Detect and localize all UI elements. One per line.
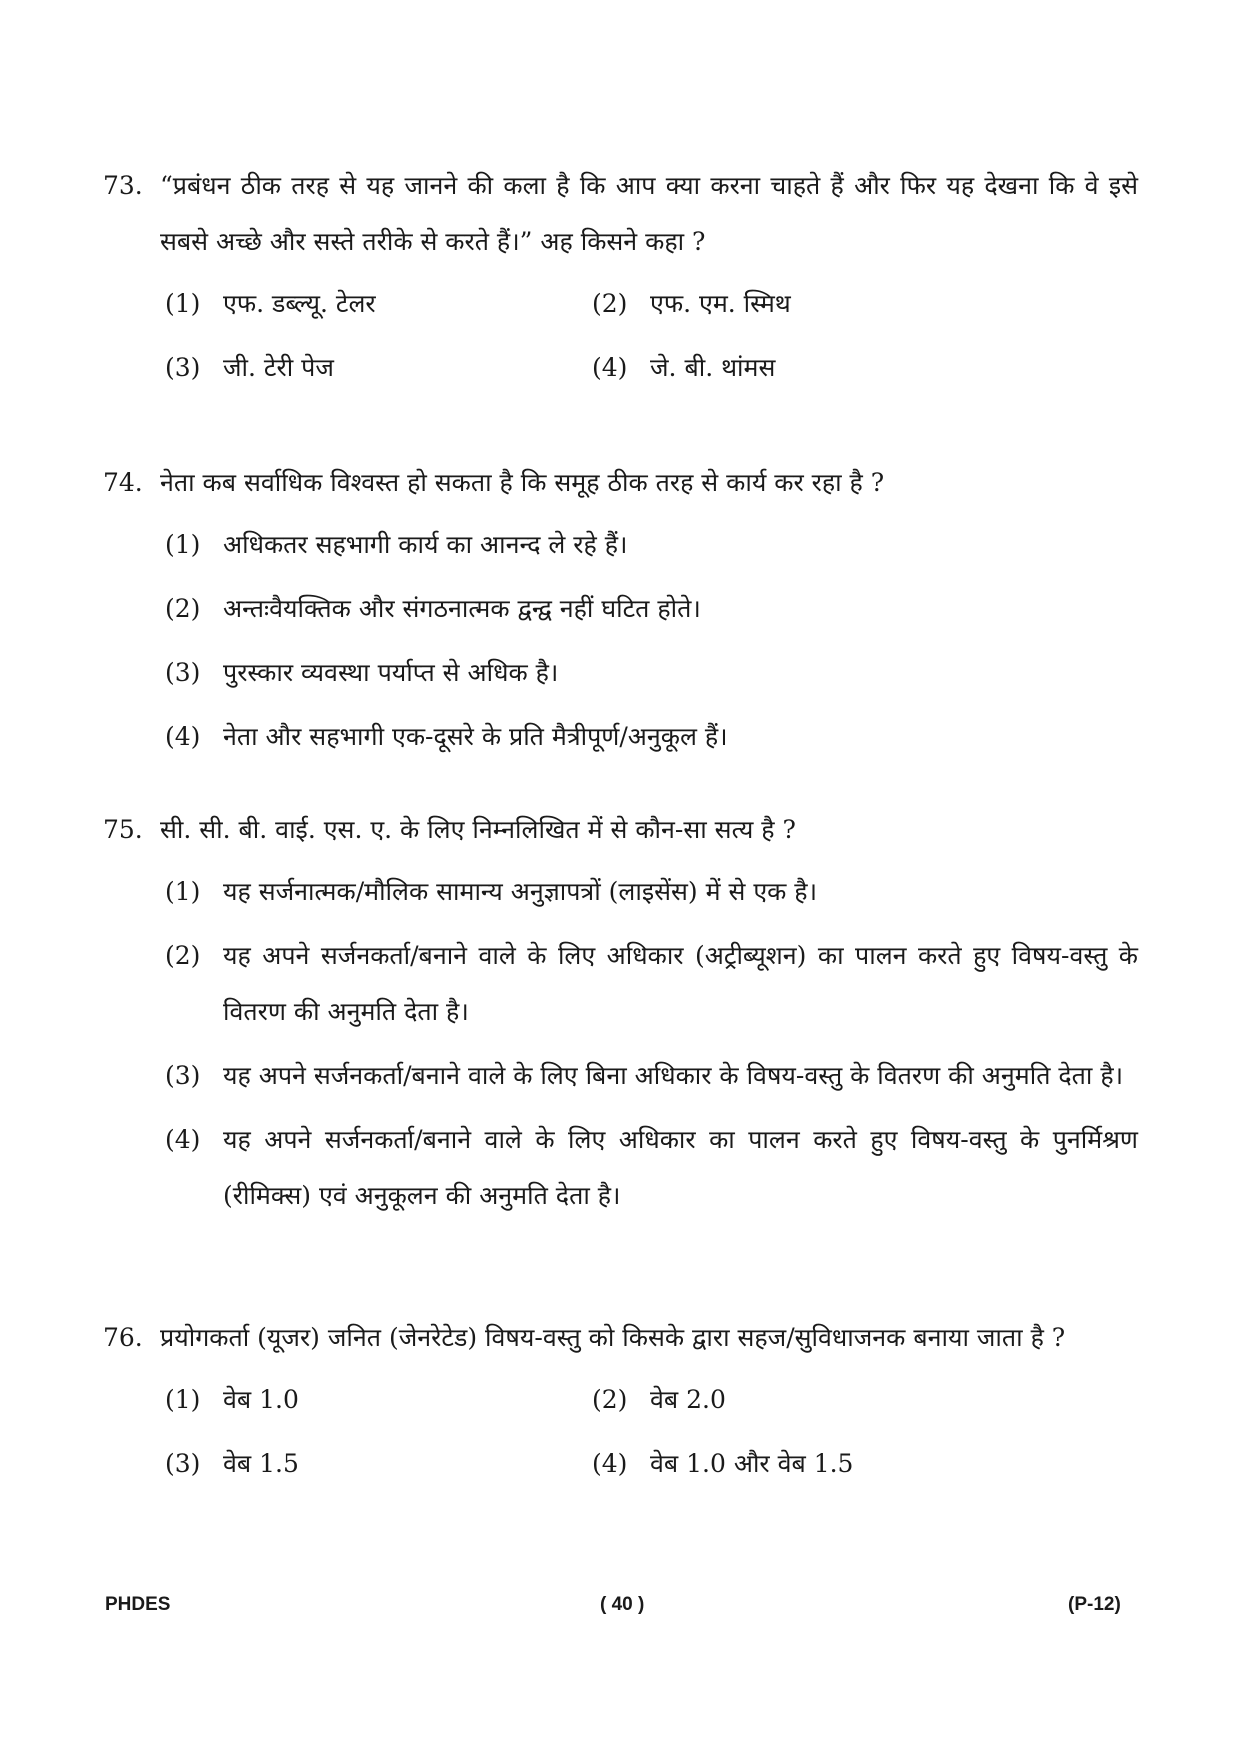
page-number: ( 40 ) [600, 1594, 645, 1615]
option-number: (3) [165, 1061, 201, 1090]
option-1 [165, 1372, 299, 1428]
options-row [165, 1372, 1138, 1436]
option-number: (2) [592, 289, 628, 318]
option-number: (3) [165, 353, 201, 382]
option-text: वेब 1.0 और वेब 1.5 [650, 1449, 854, 1478]
question-76 [103, 1310, 1138, 1500]
option-1 [165, 864, 1138, 920]
option-4 [592, 1436, 853, 1492]
option-text: वेब 2.0 [650, 1385, 726, 1414]
option-text: जे. बी. थांमस [650, 353, 776, 382]
option-4 [165, 709, 1138, 765]
option-number: (4) [592, 1449, 628, 1478]
option-number: (4) [592, 353, 628, 382]
option-number: (3) [165, 658, 201, 687]
options-row [165, 1436, 1138, 1500]
question-text: सी. सी. बी. वाई. एस. ए. के लिए निम्नलिखित में से कौन-सा सत्य है ? [160, 815, 796, 844]
option-text: अधिकतर सहभागी कार्य का आनन्द ले रहे हैं। [223, 530, 628, 559]
option-number: (4) [165, 1125, 201, 1154]
options [165, 1372, 1138, 1500]
option-text: यह सर्जनात्मक/मौलिक सामान्य अनुज्ञापत्रों (लाइसेंस) में से एक है। [223, 877, 818, 906]
option-3 [165, 645, 1138, 701]
footer-set: (P-12) [1068, 1594, 1121, 1615]
option-2 [592, 1372, 726, 1428]
option-text: यह अपने सर्जनकर्ता/बनाने वाले के लिए अधिकार (अट्रीब्यूशन) का पालन करते हुए विषय-वस्तु के वितरण की अनुमति देता है। [223, 941, 1138, 1026]
option-text: जी. टेरी पेज [223, 353, 334, 382]
options [165, 276, 1138, 404]
option-number: (1) [165, 289, 201, 318]
option-text: यह अपने सर्जनकर्ता/बनाने वाले के लिए बिना अधिकार के विषय-वस्तु के वितरण की अनुमति देता है। [223, 1061, 1124, 1090]
option-4 [165, 1112, 1138, 1224]
option-text: एफ. एम. स्मिथ [650, 289, 791, 318]
option-number: (1) [165, 1385, 201, 1414]
option-text: अन्तःवैयक्तिक और संगठनात्मक द्वन्द्व नहीं घटित होते। [223, 594, 701, 623]
option-number: (3) [165, 1449, 201, 1478]
option-1 [165, 517, 1138, 573]
options [165, 864, 1138, 1224]
question-text: प्रयोगकर्ता (यूजर) जनित (जेनरेटेड) विषय-वस्तु को किसके द्वारा सहज/सुविधाजनक बनाया जाता है ? [160, 1323, 1066, 1352]
question-text: “प्रबंधन ठीक तरह से यह जानने की कला है कि आप क्या करना चाहते हैं और फिर यह देखना कि वे इसे सबसे अच्छे और सस्ते तरीके से करते हैं।” अह किसने कहा ? [160, 171, 1138, 256]
options-row [165, 340, 1138, 404]
option-text: पुरस्कार व्यवस्था पर्याप्त से अधिक है। [223, 658, 559, 687]
option-number: (2) [165, 941, 201, 970]
question-text: नेता कब सर्वाधिक विश्वस्त हो सकता है कि समूह ठीक तरह से कार्य कर रहा है ? [160, 468, 885, 497]
question-74 [103, 455, 1138, 773]
option-text: वेब 1.5 [223, 1449, 299, 1478]
question-number: 75. [103, 815, 143, 844]
option-text: वेब 1.0 [223, 1385, 299, 1414]
option-number: (4) [165, 722, 201, 751]
question-75 [103, 802, 1138, 1232]
option-3 [165, 340, 334, 396]
option-number: (1) [165, 530, 201, 559]
option-number: (2) [165, 594, 201, 623]
option-2 [165, 928, 1138, 1040]
option-number: (1) [165, 877, 201, 906]
question-number: 74. [103, 468, 143, 497]
option-3 [165, 1048, 1138, 1104]
option-number: (2) [592, 1385, 628, 1414]
option-text: यह अपने सर्जनकर्ता/बनाने वाले के लिए अधिकार का पालन करते हुए विषय-वस्तु के पुनर्मिश्रण (रीमिक्स) एवं अनुकूलन की अनुमति देता है। [223, 1125, 1138, 1210]
footer-code: PHDES [105, 1594, 171, 1615]
options-row [165, 276, 1138, 340]
question-number: 73. [103, 171, 143, 200]
option-text: नेता और सहभागी एक-दूसरे के प्रति मैत्रीपूर्ण/अनुकूल हैं। [223, 722, 728, 751]
option-1 [165, 276, 376, 332]
option-text: एफ. डब्ल्यू. टेलर [223, 289, 376, 318]
option-2 [592, 276, 791, 332]
question-73 [103, 158, 1138, 404]
options [165, 517, 1138, 765]
question-number: 76. [103, 1323, 143, 1352]
option-3 [165, 1436, 299, 1492]
option-2 [165, 581, 1138, 637]
option-4 [592, 340, 775, 396]
